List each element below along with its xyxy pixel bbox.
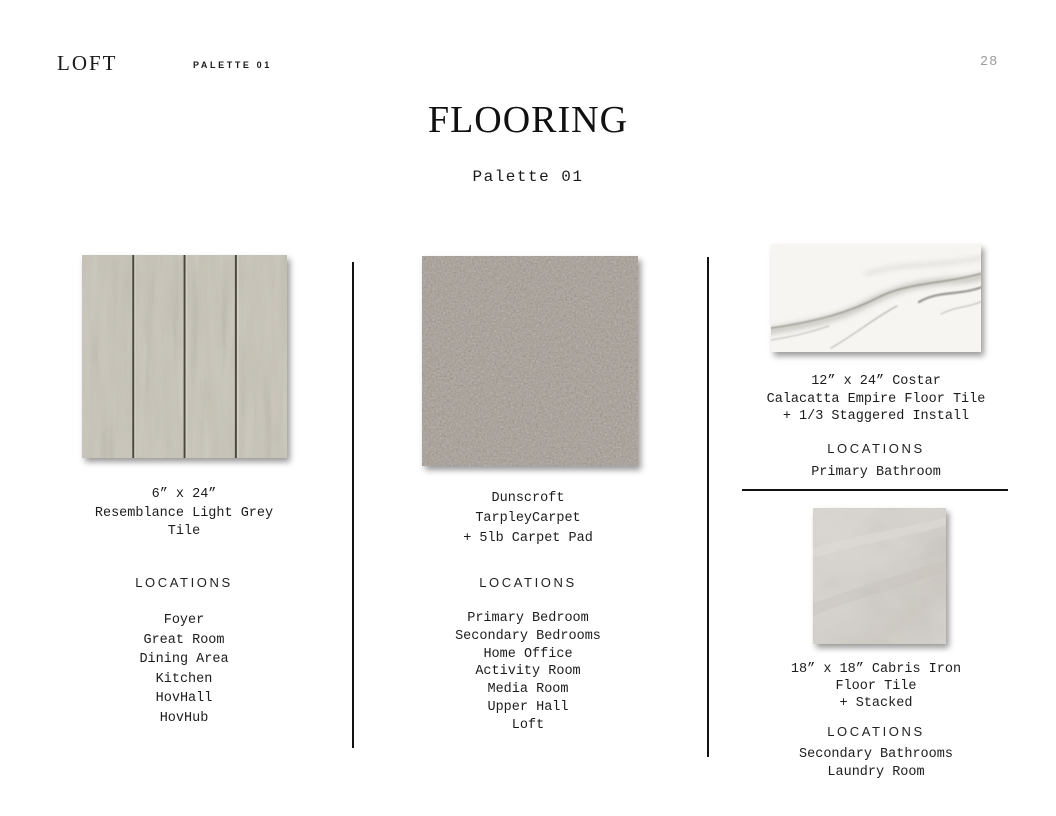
- location-item: Dining Area: [139, 652, 229, 667]
- product-name-marble: [746, 373, 1006, 426]
- locations-list-stone: [746, 746, 1006, 782]
- location-item: Primary Bedroom: [467, 611, 589, 626]
- locations-heading-marble: LOCATIONS: [827, 441, 925, 456]
- location-item: HovHub: [159, 710, 209, 726]
- page-title: FLOORING: [427, 99, 629, 141]
- location-item: HovHall: [155, 691, 213, 706]
- palette-tag: PALETTE 01: [193, 60, 272, 70]
- location-item: Great Room: [143, 632, 225, 648]
- page-subtitle: Palette 01: [472, 168, 584, 186]
- locations-heading-carpet: LOCATIONS: [479, 575, 577, 590]
- section-divider: [742, 489, 1008, 491]
- product-name-stone: [746, 661, 1006, 712]
- location-item: Loft: [511, 717, 545, 733]
- location-item: Kitchen: [155, 671, 213, 687]
- location-item: Primary Bathroom: [811, 465, 941, 480]
- product-line: + 5lb Carpet Pad: [463, 531, 593, 546]
- location-item: Home Office: [483, 646, 573, 662]
- product-name-tile: [64, 486, 304, 542]
- product-line: 12” x 24” Costar: [811, 374, 941, 389]
- product-line: + 1/3 Staggered Install: [782, 409, 970, 424]
- page-number: 28: [980, 55, 999, 70]
- marble-tile-swatch-image: [771, 244, 981, 352]
- column-divider-2: [707, 257, 709, 757]
- locations-heading-stone: LOCATIONS: [827, 724, 925, 739]
- column-divider-1: [352, 262, 354, 748]
- product-line: Resemblance Light Grey: [94, 505, 274, 521]
- product-line: Calacatta Empire Floor Tile: [766, 391, 986, 407]
- location-item: Secondary Bathrooms: [799, 747, 953, 762]
- product-line: Dunscroft: [491, 491, 565, 506]
- product-line: Floor Tile: [835, 679, 917, 694]
- locations-list-marble: [746, 464, 1006, 482]
- product-line: TarpleyCarpet: [475, 511, 581, 526]
- brand-logo: LOFT: [57, 51, 118, 75]
- product-line: Tile: [167, 524, 201, 539]
- location-item: Activity Room: [475, 664, 581, 680]
- locations-list-carpet: [404, 610, 652, 735]
- location-item: Laundry Room: [827, 765, 925, 780]
- product-line: 18” x 18” Cabris Iron: [790, 662, 962, 677]
- location-item: Upper Hall: [487, 699, 569, 715]
- locations-list-tile: [64, 611, 304, 728]
- wood-tile-swatch-image: [82, 255, 287, 458]
- location-item: Foyer: [163, 613, 205, 628]
- product-name-carpet: [404, 489, 652, 549]
- carpet-swatch-image: [422, 256, 638, 466]
- product-line: 6” x 24”: [151, 487, 217, 502]
- stone-tile-swatch-image: [813, 508, 946, 644]
- product-line: + Stacked: [839, 696, 913, 711]
- location-item: Media Room: [487, 682, 569, 698]
- location-item: Secondary Bedrooms: [455, 628, 601, 644]
- locations-heading-tile: LOCATIONS: [135, 575, 233, 590]
